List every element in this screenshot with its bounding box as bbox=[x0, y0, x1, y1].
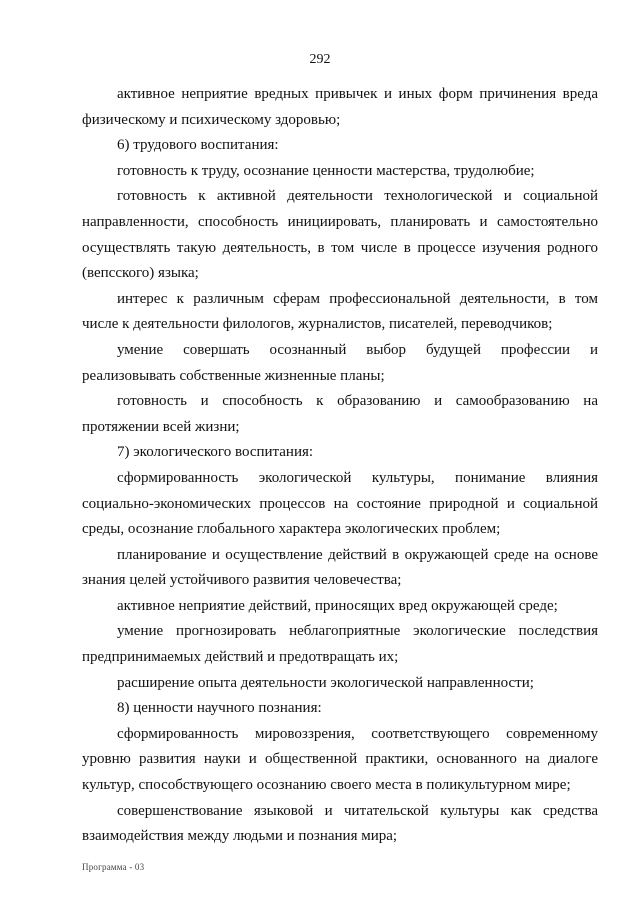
paragraph: планирование и осуществление действий в окружающей среде на основе знания целей устойчивого развития человечества; bbox=[82, 546, 598, 589]
paragraph: сформированность мировоззрения, соответствующего современному уровню развития науки и общественной практики, основанного на диалоге культур, способствующего осознанию своего места в поликультурном мире; bbox=[82, 725, 598, 794]
paragraph: интерес к различным сферам профессиональной деятельности, в том числе к деятельности филологов, журналистов, писателей, переводчиков; bbox=[82, 290, 598, 333]
paragraph: умение прогнозировать неблагоприятные экологические последствия предпринимаемых действий и предотвращать их; bbox=[82, 623, 598, 666]
paragraph: готовность и способность к образованию и самообразованию на протяжении всей жизни; bbox=[82, 393, 598, 435]
paragraph: готовность к активной деятельности технологической и социальной направленности, способность инициировать, планировать и самостоятельно осуществлять такую деятельность, в том числе в процессе изучения родного (вепсского) языка; bbox=[82, 188, 598, 282]
section-heading-scientific-knowledge: 8) ценности научного познания: bbox=[117, 700, 322, 717]
paragraph: сформированность экологической культуры, понимание влияния социально-экономических процессов на состояние природной и социальной среды, осознание глобального характера экологических проблем; bbox=[82, 469, 598, 538]
section-heading-ecological-education: 7) экологического воспитания: bbox=[117, 444, 314, 461]
paragraph: умение совершать осознанный выбор будущей профессии и реализовывать собственные жизненные планы; bbox=[82, 341, 598, 384]
paragraph: активное неприятие действий, приносящих вред окружающей среде; bbox=[117, 597, 558, 614]
page-footer: Программа - 03 bbox=[82, 862, 145, 872]
document-body bbox=[82, 82, 598, 850]
paragraph: совершенствование языковой и читательской культуры как средства взаимодействия между людьми и познания мира; bbox=[82, 802, 598, 845]
paragraph: готовность к труду, осознание ценности мастерства, трудолюбие; bbox=[117, 162, 535, 179]
paragraph: расширение опыта деятельности экологической направленности; bbox=[117, 674, 534, 691]
section-heading-labor-education: 6) трудового воспитания: bbox=[117, 137, 279, 154]
paragraph: активное неприятие вредных привычек и иных форм причинения вреда физическому и психическому здоровью; bbox=[82, 86, 598, 128]
page-number: 292 bbox=[309, 52, 331, 67]
